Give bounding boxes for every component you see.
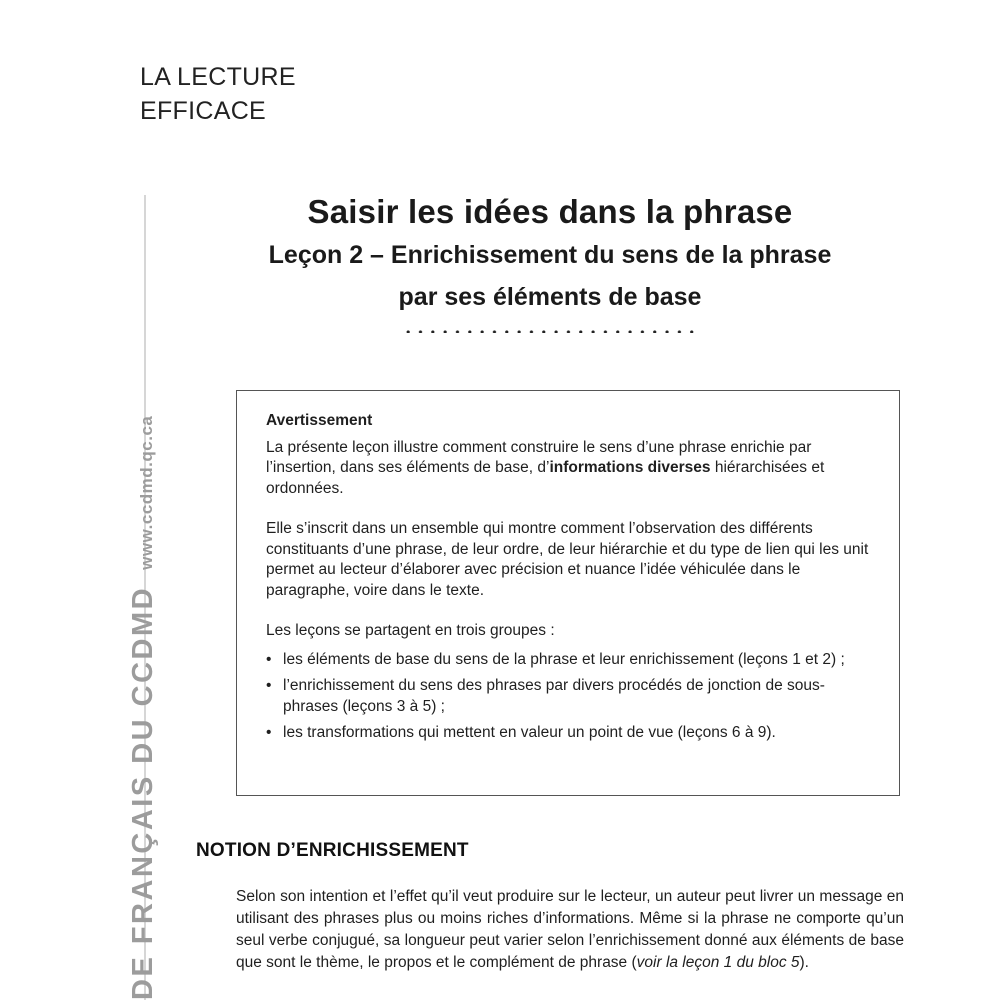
warning-paragraph-1 (266, 438, 875, 500)
lesson-reference: voir la leçon 1 du bloc 5 (636, 954, 800, 971)
series-title (140, 60, 296, 128)
list-item: • les transformations qui mettent en valeur un point de vue (leçons 6 à 9). (266, 723, 875, 744)
series-title-line-2: EFFICACE (140, 97, 267, 125)
warning-p1-start: La présente leçon illustre comment construire le sens d’une phrase enrichie par l’insertion, dans ses éléments de base, d’ (266, 438, 812, 476)
page-title: Saisir les idées dans la phrase (307, 193, 793, 230)
warning-paragraph-2: Elle s’inscrit dans un ensemble qui montre comment l’observation des différents constituants d’une phrase, de leur ordre, de leur hiérarchie et du type de lien qui les unit permet au lecteur d’élaborer avec précision et nuance l’idée véhiculée dans le paragraphe, voire dans le texte. (266, 520, 869, 599)
body-text-end: ). (799, 954, 809, 971)
lesson-header (200, 190, 900, 333)
lesson-subtitle-line-1: Leçon 2 – Enrichissement du sens de la phrase (268, 241, 832, 269)
warning-heading: Avertissement (266, 412, 373, 429)
groups-list (266, 650, 875, 744)
body-paragraph (236, 886, 904, 974)
sidebar-credits (127, 416, 160, 1000)
section-heading: NOTION D’ENRICHISSEMENT (196, 840, 469, 861)
collection-name: DE FRANÇAIS DU CCDMD (127, 585, 159, 1000)
groups-intro: Les leçons se partagent en trois groupes : (266, 622, 555, 639)
warning-p1-emphasis: informations diverses (549, 459, 711, 476)
list-item: • les éléments de base du sens de la phrase et leur enrichissement (leçons 1 et 2) ; (266, 650, 875, 671)
website-url[interactable]: www.ccdmd.qc.ca (137, 415, 156, 570)
dotted-divider (402, 330, 698, 333)
series-title-line-1: LA LECTURE (140, 63, 296, 91)
warning-p1-end: hiérarchisées et ordonnées. (266, 459, 825, 497)
body-text: Selon son intention et l’effet qu’il veut produire sur le lecteur, un auteur peut livrer un message en utilisant des phrases plus ou moins riches d’informations. Même si la phrase ne comporte qu’un seul verbe conjugué, sa longueur peut varier selon l’enrichissement donné aux éléments de base que sont le thème, le propos et le complément de phrase ( (236, 888, 904, 971)
lesson-subtitle-line-2: par ses éléments de base (398, 283, 702, 311)
list-item: • l’enrichissement du sens des phrases par divers procédés de jonction de sous-phrases (leçons 3 à 5) ; (266, 676, 875, 717)
warning-box (236, 390, 900, 796)
